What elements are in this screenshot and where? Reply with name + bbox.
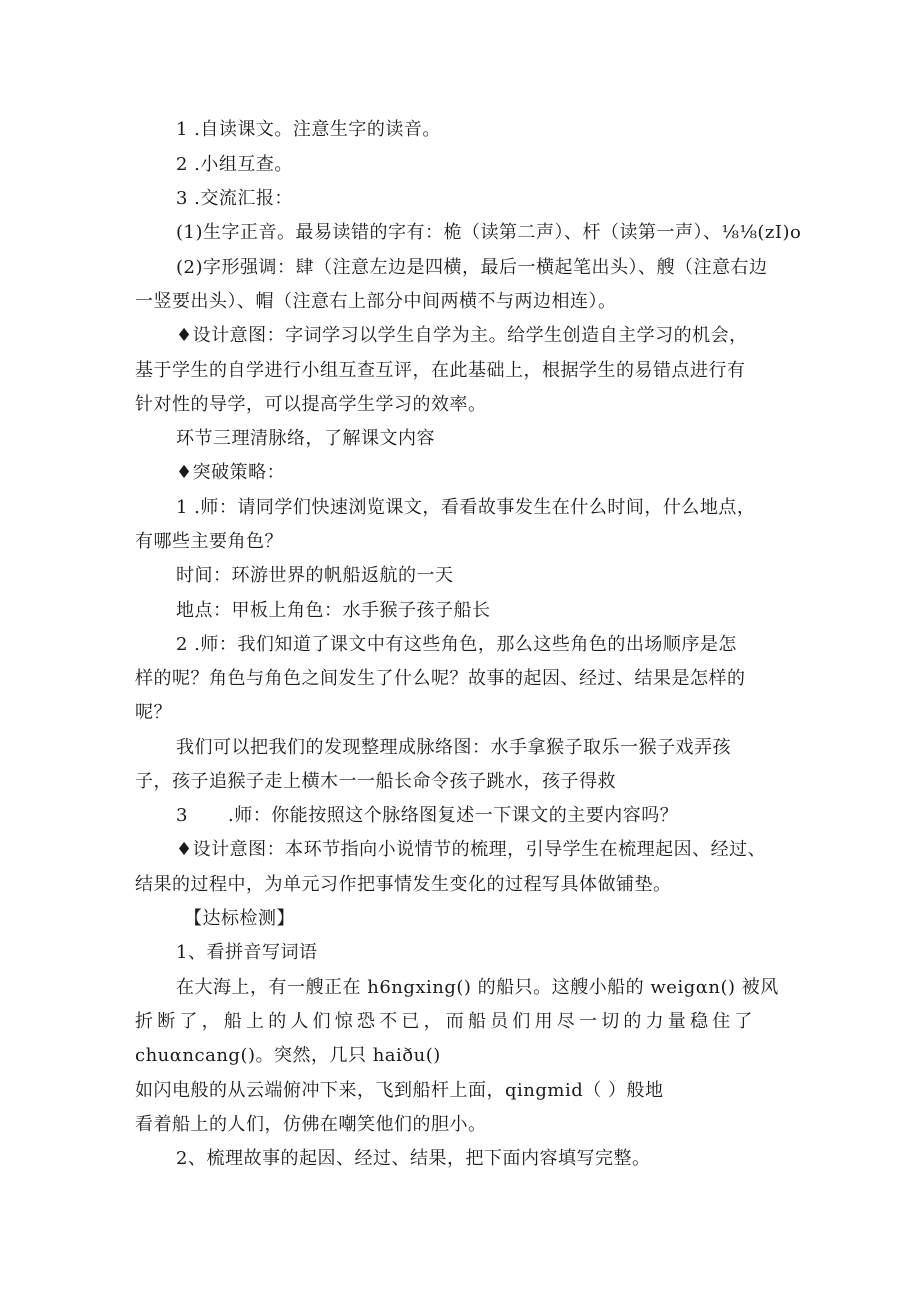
teacher-question-2-cont-a: 样的呢？角色与角色之间发生了什么呢？故事的起因、经过、结果是怎样的 bbox=[135, 668, 746, 689]
plot-outline: 我们可以把我们的发现整理成脉络图：水手拿猴子取乐一猴子戏弄孩 bbox=[176, 737, 731, 758]
exercise-1-text-d: 如闪电般的从云端俯冲下来，飞到船杆上面，qingmid（ ）般地 bbox=[135, 1080, 664, 1101]
design-intent-2-cont: 结果的过程中，为单元习作把事情发生变化的过程写具体做铺垫。 bbox=[135, 874, 672, 895]
design-intent-1: ♦设计意图：字词学习以学生自学为主。给学生创造自主学习的机会， bbox=[176, 325, 748, 346]
section-three-heading: 环节三理清脉络，了解课文内容 bbox=[176, 428, 435, 449]
exercise-2-title: 2、梳理故事的起因、经过、结果，把下面内容填写完整。 bbox=[176, 1148, 651, 1169]
design-intent-2: ♦设计意图：本环节指向小说情节的梳理，引导学生在梳理起因、经过、 bbox=[176, 839, 767, 860]
step-3-report: 3 .交流汇报： bbox=[176, 188, 293, 209]
exercise-1-title: 1、看拼音写词语 bbox=[176, 942, 318, 963]
step-2-group-check: 2 .小组互查。 bbox=[176, 154, 293, 175]
teacher-question-3: .师：你能按照这个脉络图复述一下课文的主要内容吗？ bbox=[228, 805, 679, 826]
strategy-label: ♦突破策略： bbox=[176, 462, 286, 483]
place-roles-answer: 地点：甲板上角色：水手猴子孩子船长 bbox=[176, 600, 491, 621]
pronunciation-note: (1)生字正音。最易读错的字有：桅（读第二声）、杆（读第一声）、⅛⅛(zI)o bbox=[176, 222, 802, 243]
character-shape-note: (2)字形强调：肆（注意左边是四横，最后一横起笔出头）、艘（注意右边 bbox=[176, 257, 768, 278]
exercise-1-text-e: 看着船上的人们，仿佛在嘲笑他们的胆小。 bbox=[135, 1114, 487, 1135]
teacher-question-2-cont-b: 呢？ bbox=[135, 702, 172, 723]
teacher-question-2: 2 .师：我们知道了课文中有这些角色，那么这些角色的出场顺序是怎 bbox=[176, 634, 737, 655]
time-answer: 时间：环游世界的帆船返航的一天 bbox=[176, 565, 454, 586]
teacher-question-1-cont: 有哪些主要角色？ bbox=[135, 531, 283, 552]
character-shape-note-cont: 一竖要出头）、帽（注意右上部分中间两横不与两边相连）。 bbox=[135, 291, 617, 312]
exercise-1-text-c: chuαncang()。突然，几只 haiðu() bbox=[135, 1045, 441, 1066]
teacher-question-3-number: 3 bbox=[176, 805, 188, 826]
step-1-self-read: 1 .自读课文。注意生字的读音。 bbox=[176, 119, 441, 140]
exercise-1-text-b: 折断了，船上的人们惊恐不已，而船员们用尽一切的力量稳住了 bbox=[135, 1011, 757, 1032]
design-intent-1-cont-a: 基于学生的自学进行小组互查互评，在此基础上，根据学生的易错点进行有 bbox=[135, 360, 746, 381]
exercise-1-text-a: 在大海上，有一艘正在 h6ngxing() 的船只。这艘小船的 weigαn() 被风 bbox=[176, 977, 779, 998]
teacher-question-1: 1 .师：请同学们快速浏览课文，看看故事发生在什么时间，什么地点， bbox=[176, 497, 756, 518]
design-intent-1-cont-b: 针对性的导学，可以提高学生学习的效率。 bbox=[135, 394, 487, 415]
plot-outline-cont: 子，孩子追猴子走上横木一一船长命令孩子跳水，孩子得救 bbox=[135, 771, 616, 792]
assessment-heading: 【达标检测】 bbox=[184, 908, 295, 929]
